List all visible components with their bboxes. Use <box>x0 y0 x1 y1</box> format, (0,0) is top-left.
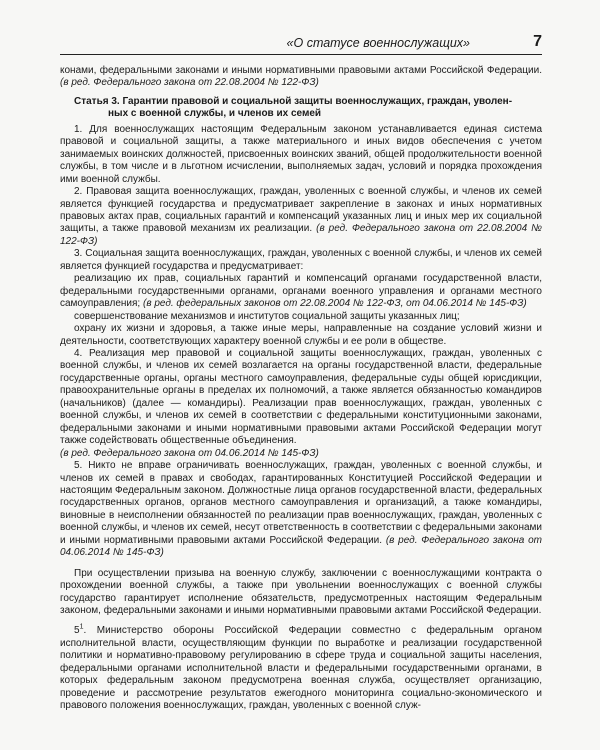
paragraph-1: 1. Для военнослужащих настоящим Федеральным законом устанавливается единая система правовой и социальной защиты, а также материального и иных видов обеспечения с учетом занимаемых воинских должностей, присвоенных воинских званий, общей продолжительности военной службы, в том числе и в льготном исчислении, выполняемых задач, условий и порядка прохождения ими военной службы. <box>60 123 542 185</box>
paragraph-4: 4. Реализация мер правовой и социальной защиты военнослужащих, граждан, уволенных с военной службы, и членов их семей возлагается на органы государственной власти, федеральные государственные органы, органы местного самоуправления, федеральные суды общей юрисдикции, правоохранительные органы в пределах их полномочий, а также является обязанностью командиров (начальников) (далее — командиры). Реализации прав военнослужащих, граждан, уволенных с военной службы, и членов их семей в соответствии с федеральными конституционными законами, федеральными законами и иными нормативными правовыми актами Российской Федерации могут также содействовать общественные объединения. <box>60 347 542 447</box>
paragraph-continuation: конами, федеральными законами и иными нормативными правовыми актами Российской Федерации. (в ред. Федерального закона от 22.08.2004 № 122-ФЗ) <box>60 65 542 89</box>
paragraph-2: 2. Правовая защита военнослужащих, граждан, уволенных с военной службы, и членов их семей является функцией государства и предусматривает закрепление в законах и иных нормативных правовых актах прав, социальных гарантий и компенсаций указанных лиц и иных мер их социальной защиты, а также правовой механизм их реализации. (в ред. Федерального закона от 22.08.2004 № 122-ФЗ) <box>60 186 543 247</box>
paragraph-3: 3. Социальная защита военнослужащих, граждан, уволенных с военной службы, и членов их семей является функцией государства и предусматривает: <box>60 248 542 272</box>
running-title: «О статусе военнослужащих» <box>286 36 470 50</box>
page-number: 7 <box>533 33 542 50</box>
article-heading-line1: Статья 3. Гарантии правовой и социальной защиты военнослужащих, граждан, уволен- <box>74 95 513 107</box>
article-heading <box>60 96 542 121</box>
body-text <box>60 65 542 713</box>
amendment-note: (в ред. федеральных законов от 22.08.2004 № 122-ФЗ, от 04.06.2014 № 145-ФЗ) <box>143 298 527 310</box>
amendment-note: (в ред. Федерального закона от 04.06.2014 № 145-ФЗ) <box>60 447 319 459</box>
amendment-note: (в ред. Федерального закона от 22.08.2004 № 122-ФЗ) <box>60 223 543 247</box>
paragraph-3c: охрану их жизни и здоровья, а также иные меры, направленные на создание условий жизни и деятельности, соответствующих характеру военной службы и ее роли в обществе. <box>60 323 542 347</box>
amendment-note: (в ред. Федерального закона от 04.06.2014 № 145-ФЗ) <box>60 534 542 559</box>
article-heading-line2: ных с военной службы, и членов их семей <box>108 108 322 120</box>
paragraph-7: $5^1$. Министерство обороны Российской Федерации совместно с федеральным органом исполнительной власти, осуществляющим функции по выработке и реализации государственной политики и нормативно-правовому регулированию в сфере труда и социальной защиты населения, федеральными органами исполнительной власти и федеральными государственными органами, в которых федеральным законом предусмотрена военная служба, осуществляет организацию, проведение и рассмотрение результатов ежегодного мониторинга социально-экономического и правового положения военнослужащих, граждан, уволенных с военной служ- <box>60 624 542 712</box>
amendment-note: (в ред. Федерального закона от 22.08.2004 № 122-ФЗ) <box>60 77 319 89</box>
paragraph-3a: реализацию их прав, социальных гарантий и компенсаций органами государственной власти, федеральными государственными органами, органами военного управления и органами местного самоуправления; (в ред. федеральных законов от 22.08.2004 № 122-ФЗ, от 04.06.2014 № 145-ФЗ) <box>60 273 542 310</box>
running-header <box>60 32 542 55</box>
paragraph-5: 5. Никто не вправе ограничивать военнослужащих, граждан, уволенных с военной службы, и членов их семей в правах и свободах, гарантированных Конституцией Российской Федерации и настоящим Федеральным законом. Должностные лица органов государственной власти, федеральных государственных органов, органов местного самоуправления и организаций, а также командиры, виновные в неисполнении обязанностей по реализации прав военнослужащих, граждан, уволенных с военной службы, и членов их семей, несут ответственность в соответствии с федеральными законами и иными нормативными правовыми актами Российской Федерации. (в ред. Федерального закона от 04.06.2014 № 145-ФЗ) <box>60 460 542 559</box>
paragraph-6: При осуществлении призыва на военную службу, заключении с военнослужащими контракта о прохождении военной службы, а также при увольнении военнослужащих с военной службы государство гарантирует исполнение обязательств, предусмотренных настоящим Федеральным законом, федеральными законами и иными нормативными правовыми актами Российской Федерации. <box>60 567 542 617</box>
paragraph-3b: совершенствование механизмов и институтов социальной защиты указанных лиц; <box>74 310 460 322</box>
